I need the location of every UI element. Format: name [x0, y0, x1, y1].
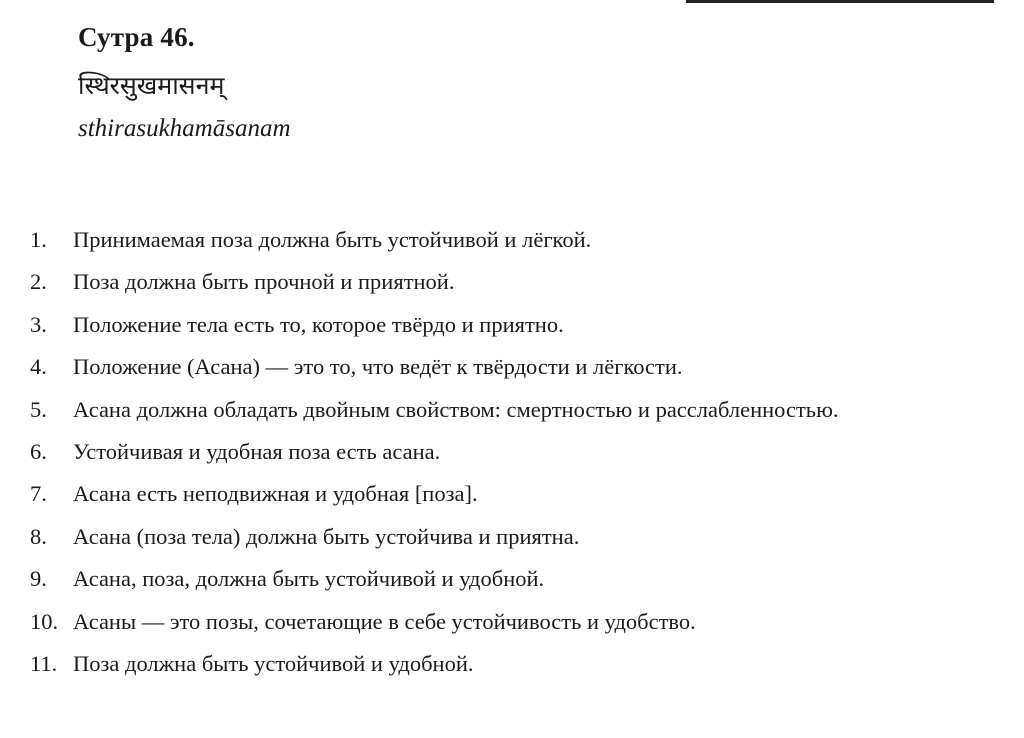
item-text: Асана должна обладать двойным свойством: смертностью и расслабленностью.	[73, 396, 839, 422]
list-item	[0, 648, 1024, 690]
list-item	[0, 224, 1024, 266]
item-text: Положение (Асана) — это то, что ведёт к твёрдости и лёгкости.	[73, 354, 683, 380]
item-text: Асана есть неподвижная и удобная [поза].	[73, 481, 478, 507]
item-number: 1.	[30, 227, 47, 252]
item-text: Асана (поза тела) должна быть устойчива и приятна.	[73, 523, 580, 549]
list-item	[0, 521, 1024, 563]
sutra-title: Сутра 46.	[78, 22, 195, 52]
list-item	[0, 309, 1024, 351]
list-item	[0, 394, 1024, 436]
item-text: Устойчивая и удобная поза есть асана.	[73, 438, 441, 464]
item-number: 8.	[30, 523, 47, 549]
item-text: Асаны — это позы, сочетающие в себе устойчивость и удобство.	[73, 608, 696, 634]
list-item	[0, 351, 1024, 393]
list-item	[0, 436, 1024, 478]
item-number: 11.	[30, 650, 58, 676]
item-text: Поза должна быть прочной и приятной.	[73, 269, 455, 295]
item-number: 5.	[30, 396, 47, 422]
item-number: 2.	[30, 269, 47, 295]
sanskrit-text: स्थिरसुखमासनम्	[78, 71, 225, 100]
item-text: Принимаемая поза должна быть устойчивой и лёгкой.	[73, 227, 592, 252]
list-item	[0, 478, 1024, 520]
header-rule	[686, 0, 994, 3]
translation-list	[0, 224, 1024, 690]
item-text: Поза должна быть устойчивой и удобной.	[73, 650, 474, 676]
list-item	[0, 266, 1024, 308]
list-item	[0, 606, 1024, 648]
item-number: 9.	[30, 566, 47, 592]
item-text: Асана, поза, должна быть устойчивой и удобной.	[73, 566, 545, 592]
item-number: 10.	[30, 608, 59, 634]
item-number: 6.	[30, 438, 47, 464]
list-item	[0, 563, 1024, 605]
item-number: 7.	[30, 481, 47, 507]
item-number: 3.	[30, 311, 47, 337]
item-text: Положение тела есть то, которое твёрдо и приятно.	[73, 311, 564, 337]
transliteration-text: sthirasukhamāsanam	[78, 115, 291, 142]
item-number: 4.	[30, 354, 47, 380]
